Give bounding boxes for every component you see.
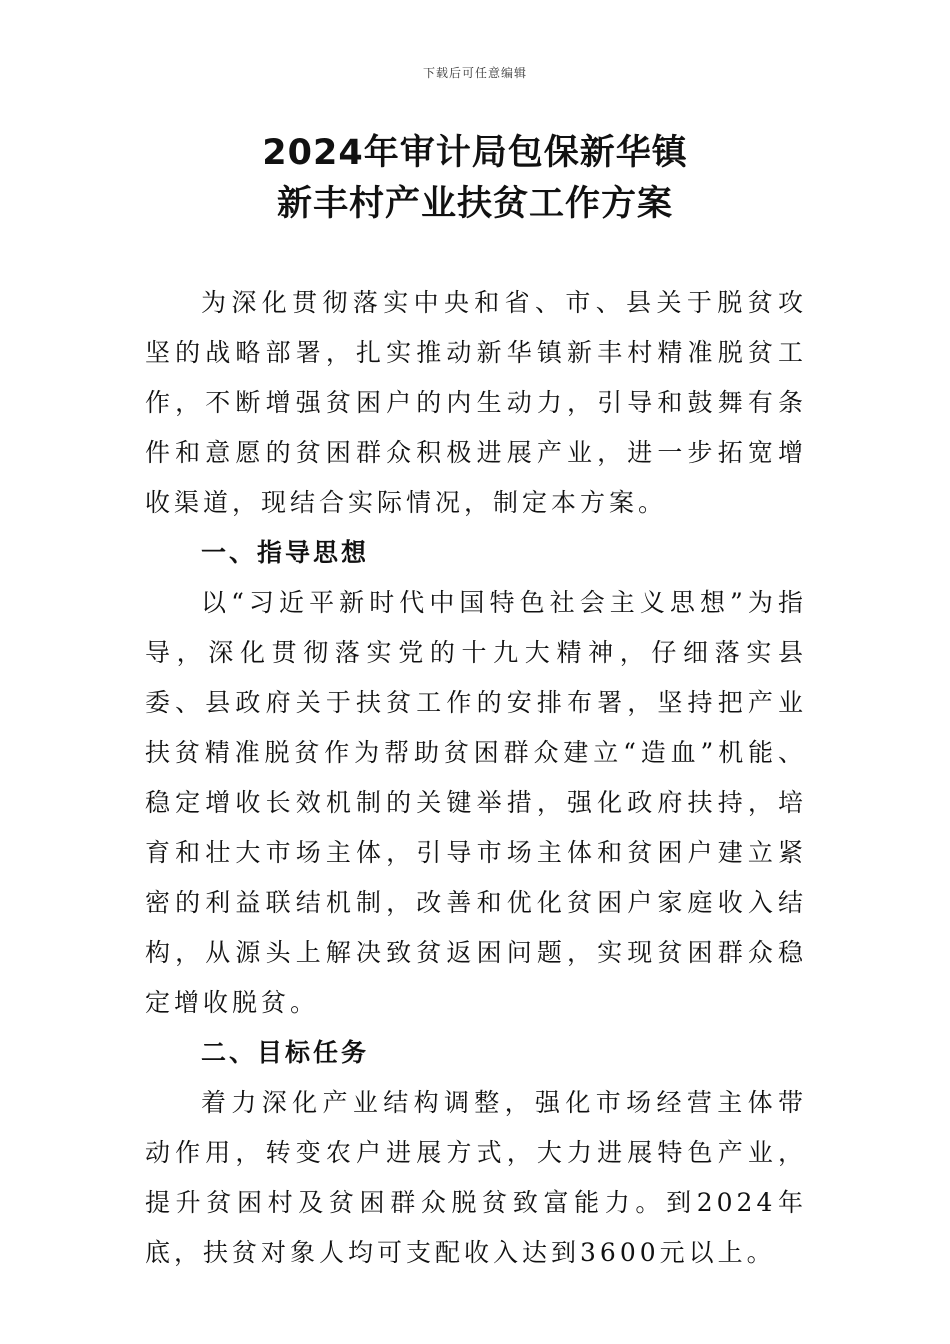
document-body [145,278,807,1278]
section-paragraph-guiding-thought: 以“习近平新时代中国特色社会主义思想”为指导，深化贯彻落实党的十九大精神，仔细落实县委、县政府关于扶贫工作的安排布署，坚持把产业扶贫精准脱贫作为帮助贫困群众建立“造血”机能、稳定增收长效机制的关键举措，强化政府扶持，培育和壮大市场主体，引导市场主体和贫困户建立紧密的利益联结机制，改善和优化贫困户家庭收入结构，从源头上解决致贫返困问题，实现贫困群众稳定增收脱贫。 [145,588,807,1017]
intro-paragraph: 为深化贯彻落实中央和省、市、县关于脱贫攻坚的战略部署，扎实推动新华镇新丰村精准脱贫工作，不断增强贫困户的内生动力，引导和鼓舞有条件和意愿的贫困群众积极进展产业，进一步拓宽增收渠道，现结合实际情况，制定本方案。 [145,288,807,517]
section-heading-guiding-thought: 一、指导思想 [201,538,370,567]
header-note: 下载后可任意编辑 [422,66,527,80]
title-line-2: 新丰村产业扶贫工作方案 [276,184,673,224]
section-heading-targets: 二、目标任务 [201,1038,370,1067]
section-paragraph-targets: 着力深化产业结构调整，强化市场经营主体带动作用，转变农户进展方式，大力进展特色产业，提升贫困村及贫困群众脱贫致富能力。到2024年底，扶贫对象人均可支配收入达到3600元以上。 [145,1088,807,1267]
title-line-1: 2024年审计局包保新华镇 [262,133,688,173]
document-title [0,128,950,230]
